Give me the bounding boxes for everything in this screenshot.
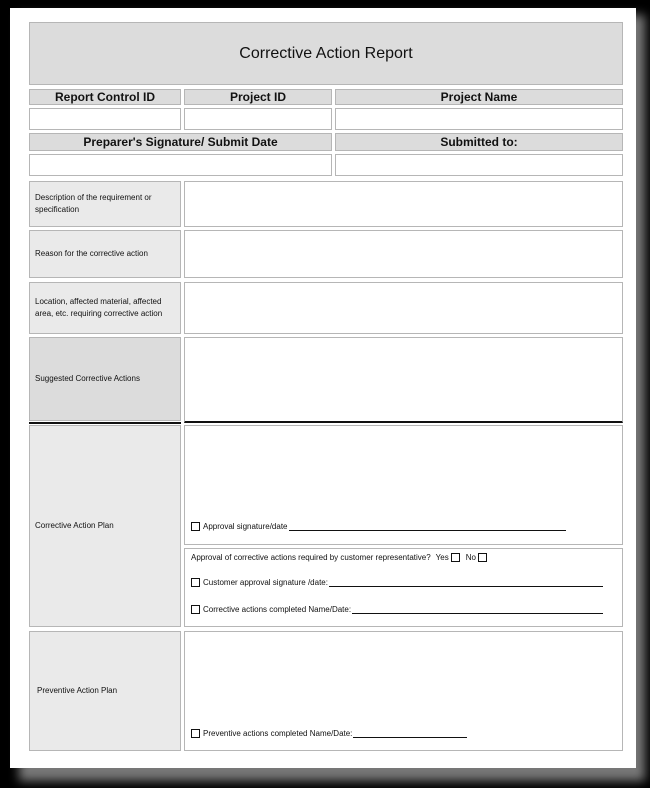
- customer-approval-line: [191, 578, 603, 587]
- project-id-field[interactable]: [184, 108, 332, 130]
- yes-label: Yes: [435, 553, 449, 562]
- reason-label: Reason for the corrective action: [29, 230, 181, 278]
- location-label: Location, affected material, affected area, etc. requiring corrective action: [29, 282, 181, 334]
- customer-approval-underline[interactable]: [329, 578, 603, 587]
- preparer-signature-field[interactable]: [29, 154, 332, 176]
- customer-question: Approval of corrective actions required by customer representative?: [191, 553, 431, 562]
- no-checkbox[interactable]: [478, 553, 487, 562]
- corrective-completed-label: Corrective actions completed Name/Date:: [203, 605, 352, 614]
- suggested-actions-field[interactable]: [184, 337, 623, 423]
- submitted-to-field[interactable]: [335, 154, 623, 176]
- yes-checkbox[interactable]: [451, 553, 460, 562]
- report-control-id-header: Report Control ID: [29, 89, 181, 105]
- submitted-to-header: Submitted to:: [335, 133, 623, 151]
- suggested-actions-label: Suggested Corrective Actions: [29, 337, 181, 421]
- report-title: Corrective Action Report: [29, 22, 623, 85]
- approval-signature-underline[interactable]: [289, 522, 566, 531]
- preventive-completed-label: Preventive actions completed Name/Date:: [203, 729, 353, 738]
- customer-approval-label: Customer approval signature /date:: [203, 578, 328, 587]
- project-id-header: Project ID: [184, 89, 332, 105]
- corrective-completed-checkbox[interactable]: [191, 605, 200, 614]
- corrective-action-plan-field[interactable]: [184, 425, 623, 545]
- approval-signature-line: [191, 522, 566, 531]
- preventive-action-plan-label: Preventive Action Plan: [29, 631, 181, 751]
- report-control-id-field[interactable]: [29, 108, 181, 130]
- no-label: No: [465, 553, 476, 562]
- approval-checkbox[interactable]: [191, 522, 200, 531]
- customer-approval-box: [184, 548, 623, 627]
- reason-field[interactable]: [184, 230, 623, 278]
- customer-question-line: [191, 553, 490, 562]
- corrective-completed-underline[interactable]: [352, 605, 603, 614]
- description-field[interactable]: [184, 181, 623, 227]
- project-name-field[interactable]: [335, 108, 623, 130]
- preventive-completed-line: [191, 729, 467, 738]
- location-field[interactable]: [184, 282, 623, 334]
- corrective-action-plan-label: Corrective Action Plan: [29, 425, 181, 627]
- preparer-signature-header: Preparer's Signature/ Submit Date: [29, 133, 332, 151]
- approval-signature-label: Approval signature/date: [203, 522, 288, 531]
- preventive-completed-underline[interactable]: [353, 729, 467, 738]
- report-form: [10, 8, 636, 768]
- customer-approval-checkbox[interactable]: [191, 578, 200, 587]
- preventive-action-plan-field[interactable]: [184, 631, 623, 751]
- corrective-completed-line: [191, 605, 603, 614]
- description-label: Description of the requirement or specification: [29, 181, 181, 227]
- project-name-header: Project Name: [335, 89, 623, 105]
- section-divider: [29, 422, 181, 424]
- preventive-completed-checkbox[interactable]: [191, 729, 200, 738]
